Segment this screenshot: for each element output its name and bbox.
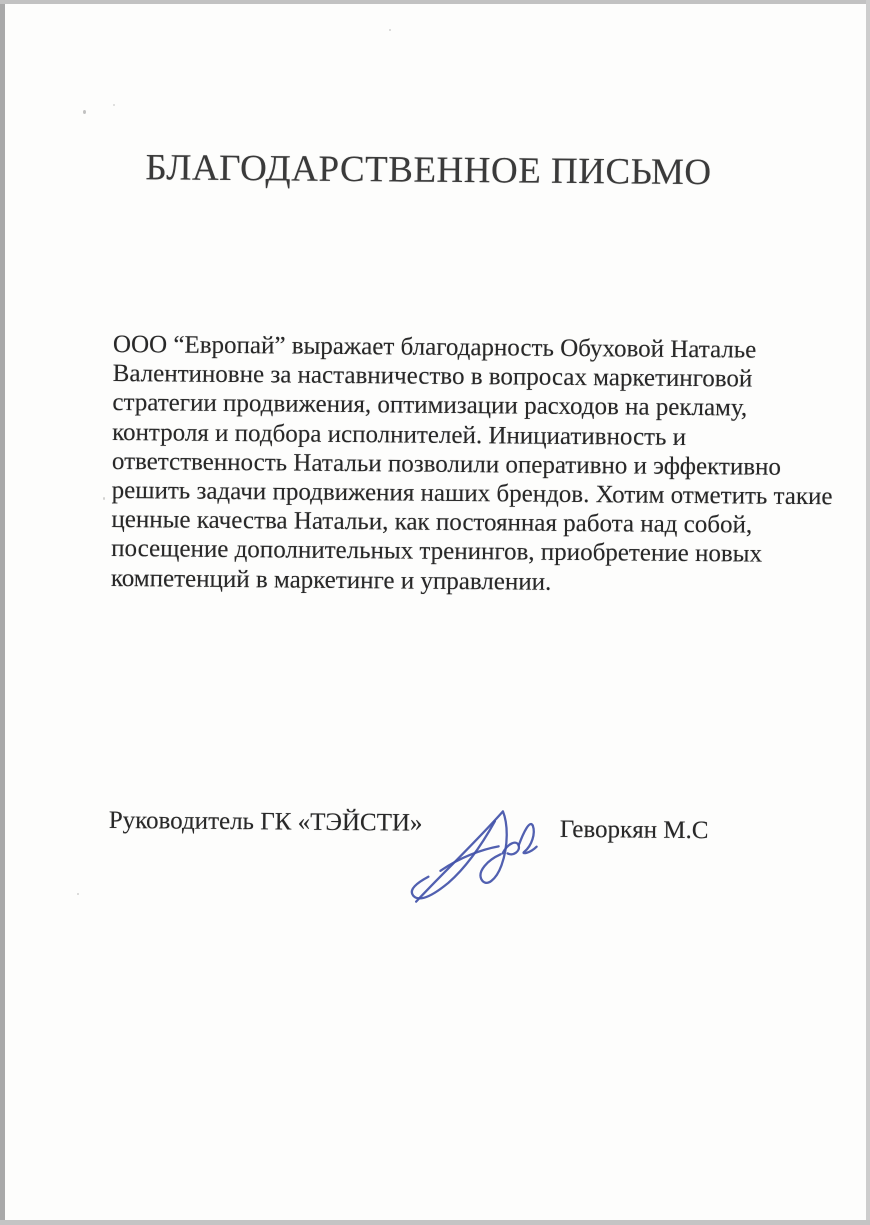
body-line: посещение дополнительных тренингов, приобретение новых bbox=[111, 535, 763, 569]
body-line: стратегии продвижения, оптимизации расходов на рекламу, bbox=[112, 389, 748, 422]
handwritten-signature-image bbox=[390, 782, 566, 914]
scan-speck bbox=[389, 29, 391, 31]
letter-title: БЛАГОДАРСТВЕННОЕ ПИСЬМО bbox=[145, 147, 712, 194]
body-line: решить задачи продвижения наших брендов. Хотим отметить такие bbox=[111, 476, 833, 511]
scan-speck bbox=[77, 893, 79, 895]
body-line: контроля и подбора исполнителей. Инициативность и bbox=[112, 418, 687, 451]
scan-speck bbox=[103, 497, 105, 500]
scan-speck bbox=[83, 110, 86, 114]
body-line: Валентиновне за наставничество в вопросах маркетинговой bbox=[112, 360, 753, 393]
signoff-person-name: Геворкян М.С bbox=[559, 815, 709, 845]
signoff-position-title: Руководитель ГК «ТЭЙСТИ» bbox=[108, 806, 423, 837]
scan-edge-right bbox=[866, 0, 870, 1225]
scan-speck bbox=[113, 104, 115, 106]
scan-edge-left bbox=[0, 0, 5, 1225]
scan-edge-top bbox=[0, 0, 870, 4]
body-line: компетенций в маркетинге и управлении. bbox=[110, 564, 552, 596]
body-line: ООО “Европай” выражает благодарность Обуховой Наталье bbox=[112, 330, 757, 364]
letter-body bbox=[110, 330, 833, 599]
body-line: ценные качества Натальи, как постоянная работа над собой, bbox=[111, 506, 753, 539]
scan-edge-bottom bbox=[0, 1220, 870, 1225]
body-line: ответственность Натальи позволили оперативно и эффективно bbox=[111, 447, 782, 481]
